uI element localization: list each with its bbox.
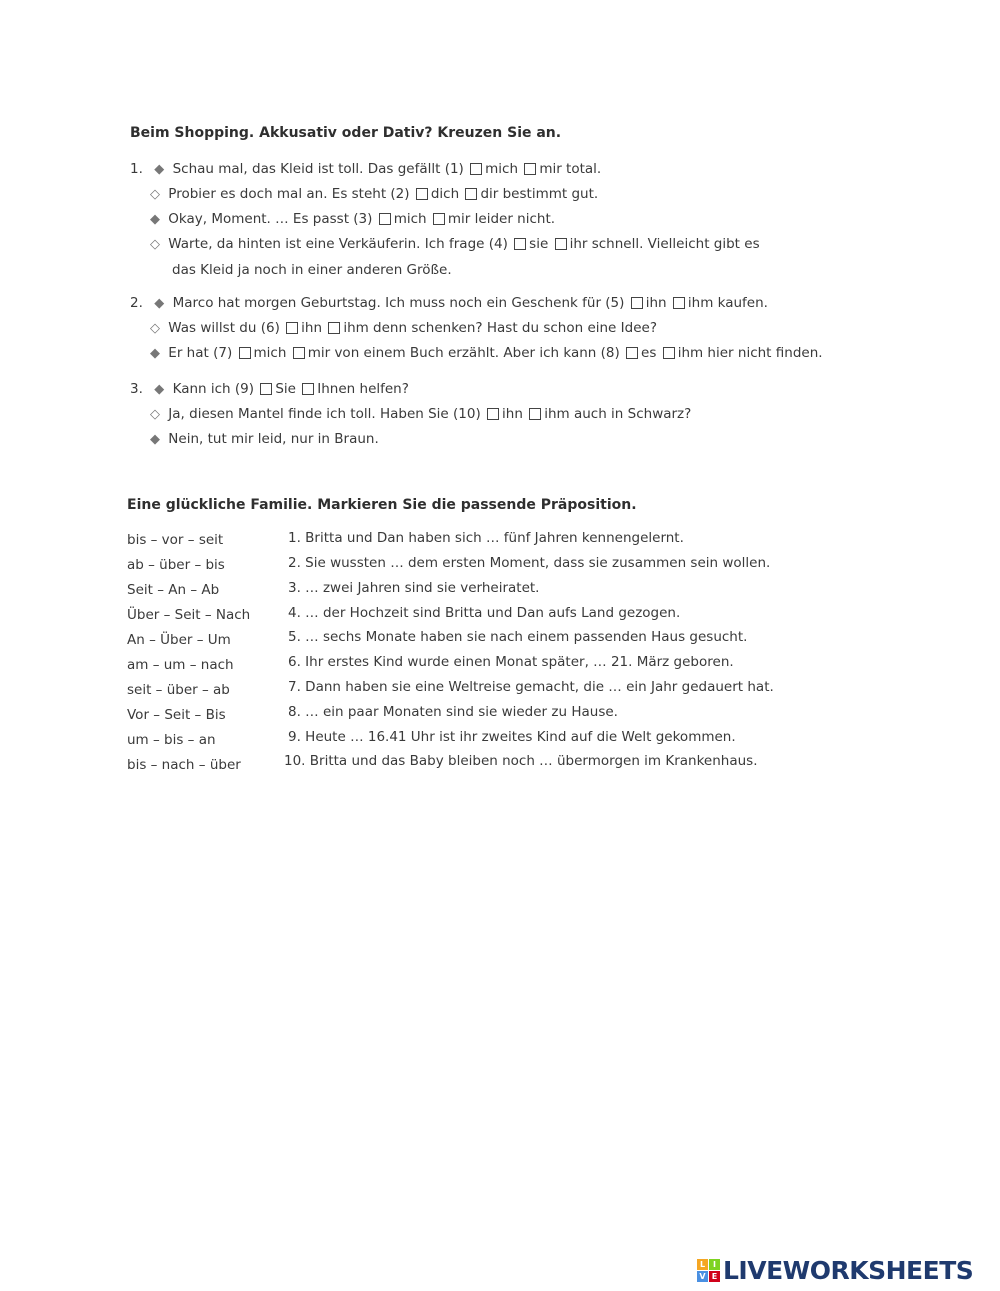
option-label: dich: [430, 186, 460, 202]
option-label: mir leider nicht.: [447, 211, 556, 227]
dialog-line-2-2: [146, 319, 657, 337]
dialog-line-2-1: [130, 294, 768, 312]
choices-1[interactable]: bis – vor – seit: [127, 532, 224, 548]
option-label: ihr schnell. Vielleicht gibt es: [569, 236, 760, 252]
filled-diamond-icon: ◆: [154, 162, 165, 177]
choices-8[interactable]: Vor – Seit – Bis: [127, 707, 226, 723]
checkbox-7b[interactable]: [293, 347, 305, 359]
group-number: 1.: [130, 161, 143, 177]
group-number: 2.: [130, 295, 143, 311]
option-label: ihm auch in Schwarz?: [544, 406, 692, 422]
choices-3[interactable]: Seit – An – Ab: [127, 582, 220, 598]
checkbox-1b[interactable]: [524, 163, 536, 175]
choices-4[interactable]: Über – Seit – Nach: [127, 607, 251, 623]
choices-2[interactable]: ab – über – bis: [127, 557, 225, 573]
dialog-line-3-3: [146, 430, 379, 448]
checkbox-5b[interactable]: [673, 297, 685, 309]
dialog-line-3-1: [130, 380, 409, 398]
checkbox-8b[interactable]: [663, 347, 675, 359]
checkbox-10a[interactable]: [487, 408, 499, 420]
sentence-3: 3. … zwei Jahren sind sie verheiratet.: [288, 580, 540, 596]
sentence-6: 6. Ihr erstes Kind wurde einen Monat später, … 21. März geboren.: [288, 654, 734, 670]
sentence-text: Kann ich (9): [172, 381, 255, 397]
checkbox-4a[interactable]: [514, 238, 526, 250]
option-label: Sie: [275, 381, 296, 397]
option-label: sie: [529, 236, 549, 252]
sentence-text: Okay, Moment. … Es passt (3): [168, 211, 373, 227]
section2-title: Eine glückliche Familie. Markieren Sie die passende Präposition.: [127, 497, 637, 513]
checkbox-9a[interactable]: [260, 383, 272, 395]
checkbox-10b[interactable]: [529, 408, 541, 420]
option-label: mich: [253, 345, 287, 361]
dialog-line-1-4: [146, 235, 760, 253]
filled-diamond-icon: ◆: [154, 382, 165, 397]
option-label: Ihnen helfen?: [317, 381, 409, 397]
dialog-line-1-1: [130, 160, 601, 178]
checkbox-1a[interactable]: [470, 163, 482, 175]
checkbox-6b[interactable]: [328, 322, 340, 334]
option-label: ihn: [645, 295, 667, 311]
open-diamond-icon: ◇: [150, 237, 160, 252]
sentence-9: 9. Heute … 16.41 Uhr ist ihr zweites Kind auf die Welt gekommen.: [288, 729, 736, 745]
sentence-text: Was willst du (6): [168, 320, 280, 336]
choices-6[interactable]: am – um – nach: [127, 657, 234, 673]
dialog-line-1-2: [146, 185, 598, 203]
sentence-text: Warte, da hinten ist eine Verkäuferin. Ich frage (4): [168, 236, 508, 252]
option-label: dir bestimmt gut.: [480, 186, 599, 202]
sentence-8: 8. … ein paar Monaten sind sie wieder zu Hause.: [288, 704, 618, 720]
checkbox-6a[interactable]: [286, 322, 298, 334]
sentence-10: 10. Britta und das Baby bleiben noch … übermorgen im Krankenhaus.: [284, 753, 758, 769]
option-label: es: [641, 345, 657, 361]
choices-7[interactable]: seit – über – ab: [127, 682, 230, 698]
sentence-text: Er hat (7): [168, 345, 233, 361]
option-label: ihn: [502, 406, 523, 422]
logo-mark-e: E: [709, 1271, 720, 1282]
sentence-5: 5. … sechs Monate haben sie nach einem passenden Haus gesucht.: [288, 629, 748, 645]
open-diamond-icon: ◇: [150, 187, 160, 202]
choices-5[interactable]: An – Über – Um: [127, 632, 231, 648]
checkbox-5a[interactable]: [631, 297, 643, 309]
option-label: mich: [485, 161, 519, 177]
dialog-line-1-4-continued: [172, 261, 452, 279]
open-diamond-icon: ◇: [150, 407, 160, 422]
sentence-text: Schau mal, das Kleid ist toll. Das gefällt (1): [172, 161, 464, 177]
option-label: mir von einem Buch erzählt. Aber ich kann (8): [307, 345, 620, 361]
checkbox-2b[interactable]: [465, 188, 477, 200]
sentence-7: 7. Dann haben sie eine Weltreise gemacht, die … ein Jahr gedauert hat.: [288, 679, 774, 695]
logo-mark-v: V: [697, 1271, 708, 1282]
dialog-line-2-3: [146, 344, 823, 362]
choices-10[interactable]: bis – nach – über: [127, 757, 241, 773]
sentence-text: Nein, tut mir leid, nur in Braun.: [168, 431, 379, 447]
checkbox-2a[interactable]: [416, 188, 428, 200]
option-label: mir total.: [539, 161, 602, 177]
dialog-line-3-2: [146, 405, 691, 423]
option-label: mich: [393, 211, 427, 227]
sentence-text: Marco hat morgen Geburtstag. Ich muss noch ein Geschenk für (5): [172, 295, 625, 311]
sentence-1: 1. Britta und Dan haben sich … fünf Jahren kennengelernt.: [288, 530, 684, 546]
open-diamond-icon: ◇: [150, 321, 160, 336]
checkbox-8a[interactable]: [626, 347, 638, 359]
filled-diamond-icon: ◆: [150, 432, 160, 447]
liveworksheets-logo-mark: [697, 1259, 720, 1282]
logo-text: LIVEWORKSHEETS: [723, 1255, 974, 1285]
sentence-text: das Kleid ja noch in einer anderen Größe.: [172, 262, 452, 278]
option-label: ihm kaufen.: [687, 295, 768, 311]
sentence-2: 2. Sie wussten … dem ersten Moment, dass sie zusammen sein wollen.: [288, 555, 771, 571]
checkbox-7a[interactable]: [239, 347, 251, 359]
filled-diamond-icon: ◆: [150, 346, 160, 361]
checkbox-3a[interactable]: [379, 213, 391, 225]
option-label: ihm denn schenken? Hast du schon eine Idee?: [343, 320, 657, 336]
filled-diamond-icon: ◆: [154, 296, 165, 311]
section1-title: Beim Shopping. Akkusativ oder Dativ? Kreuzen Sie an.: [130, 125, 562, 141]
filled-diamond-icon: ◆: [150, 212, 160, 227]
liveworksheets-logo: [697, 1255, 973, 1285]
sentence-text: Ja, diesen Mantel finde ich toll. Haben Sie (10): [168, 406, 481, 422]
checkbox-4b[interactable]: [555, 238, 567, 250]
option-label: ihn: [301, 320, 323, 336]
group-number: 3.: [130, 381, 143, 397]
logo-mark-l: L: [697, 1259, 708, 1270]
logo-mark-i: I: [709, 1259, 720, 1270]
option-label: ihm hier nicht finden.: [677, 345, 823, 361]
choices-9[interactable]: um – bis – an: [127, 732, 216, 748]
dialog-line-1-3: [146, 210, 555, 228]
sentence-text: Probier es doch mal an. Es steht (2): [168, 186, 410, 202]
sentence-4: 4. … der Hochzeit sind Britta und Dan aufs Land gezogen.: [288, 605, 681, 621]
checkbox-3b[interactable]: [433, 213, 445, 225]
checkbox-9b[interactable]: [302, 383, 314, 395]
